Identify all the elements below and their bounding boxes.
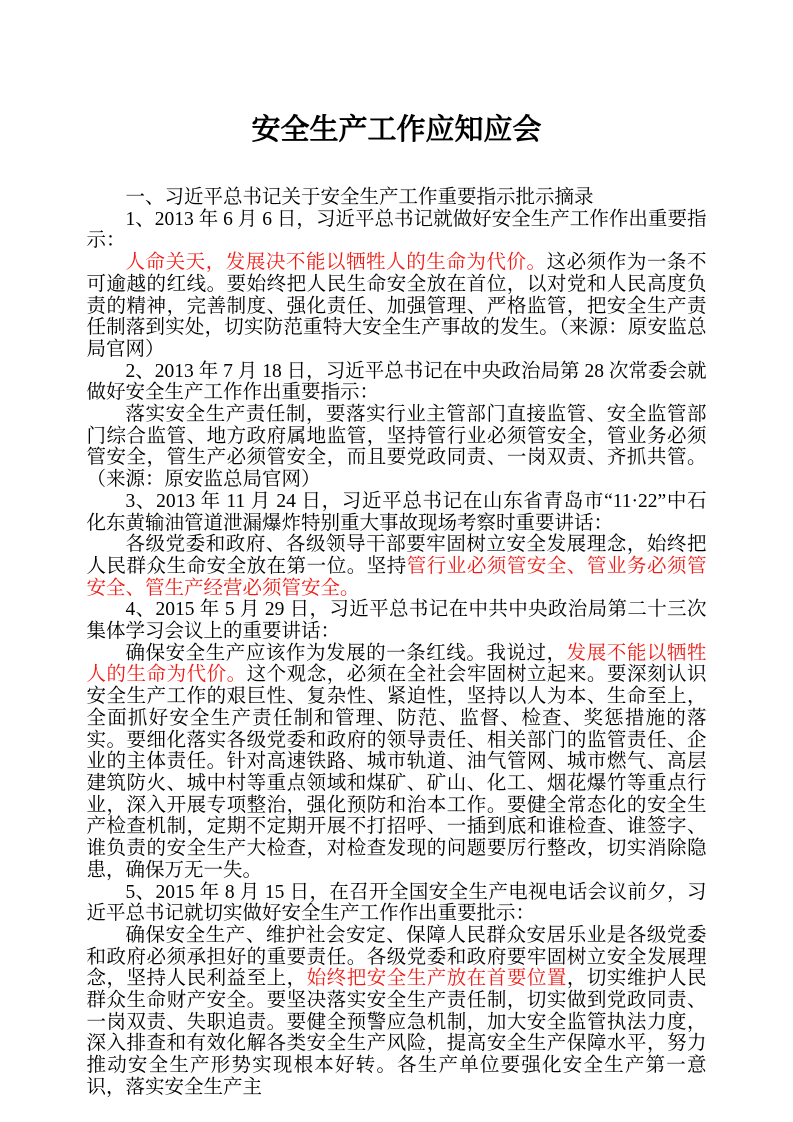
highlighted-text-run: 管行业必须管安全、管业务必须管安全、管生产经营必须管安全。 <box>86 555 707 599</box>
document-title: 安全生产工作应知应会 <box>251 114 542 146</box>
text-run: 各级党委和政府、各级领导干部要牢固树立安全发展理念，始终把人民群众生命安全放在第一位。坚持 <box>86 534 707 577</box>
text-run: 确保安全生产、维护社会安定、保障人民群众安居乐业是各级党委和政府必须承担好的重要责任。各级党委和政府要牢固树立安全发展理念，坚持人民利益至上， <box>86 924 707 990</box>
document-body <box>87 187 707 1099</box>
highlighted-text-run: 始终把安全生产放在首要位置 <box>306 968 567 990</box>
item-2-intro <box>87 361 707 404</box>
text-run: 2、2013 年 7 月 18 日，习近平总书记在中央政治局第 28 次常委会就做好安全生产工作作出重要指示： <box>86 360 707 404</box>
text-run: 落实安全生产责任制，要落实行业主管部门直接监管、安全监管部门综合监管、地方政府属地监管，坚持管行业必须管安全，管业务必须管安全，管生产必须管安全，而且要党政同责、一岗双责、齐抓共管。（来源：原安监总局官网） <box>86 404 707 491</box>
item-4-intro <box>87 599 707 642</box>
item-3-quote <box>87 534 707 599</box>
text-run: 1、2013 年 6 月 6 日，习近平总书记就做好安全生产工作作出重要指示： <box>86 208 707 252</box>
text-run: 确保安全生产应该作为发展的一条红线。我说过， <box>125 642 567 664</box>
text-run: 这必须作为一条不可逾越的红线。要始终把人民生命安全放在首位，以对党和人民高度负责的精神，完善制度、强化责任、加强管理、严格监管，把安全生产责任制落到实处，切实防范重特大安全生产事故的发生。（来源：原安监总局官网） <box>86 252 707 360</box>
text-run: 4、2015 年 5 月 29 日，习近平总书记在中共中央政治局第二十三次集体学习会议上的重要讲话： <box>86 599 707 643</box>
highlighted-text-run: 发展不能以牺牲人的生命为代价。 <box>86 642 707 686</box>
item-4-quote <box>87 643 707 882</box>
text-run: ，切实维护人民群众生命财产安全。要坚决落实安全生产责任制，切实做到党政同责、一岗双责、失职追责。要健全预警应急机制，加大安全监管执法力度，深入排查和有效化解各类安全生产风险，提高安全生产保障水平，努力推动安全生产形势实现根本好转。各生产单位要强化安全生产第一意识，落实安全生产主 <box>86 968 707 1098</box>
item-5-quote <box>87 925 707 1099</box>
item-3-intro <box>87 491 707 534</box>
highlighted-text-run: 人命关天，发展决不能以牺牲人的生命为代价。 <box>125 252 547 274</box>
item-1-quote <box>87 252 707 361</box>
item-5-intro <box>87 882 707 925</box>
text-run: 这个观念，必须在全社会牢固树立起来。要深刻认识安全生产工作的艰巨性、复杂性、紧迫性，坚持以人为本、生命至上，全面抓好安全生产责任制和管理、防范、监督、检查、奖惩措施的落实。要细化落实各级党委和政府的领导责任、相关部门的监管责任、企业的主体责任。针对高速铁路、城市轨道、油气管网、城市燃气、高层建筑防火、城中村等重点领域和煤矿、矿山、化工、烟花爆竹等重点行业，深入开展专项整治，强化预防和治本工作。要健全常态化的安全生产检查机制，定期不定期开展不打招呼、一插到底和谁检查、谁签字、谁负责的安全生产大检查，对检查发现的问题要厉行整改，切实消除隐患，确保万无一失。 <box>86 664 707 881</box>
text-run: 一、习近平总书记关于安全生产工作重要指示批示摘录 <box>125 187 594 208</box>
item-1-intro <box>87 209 707 252</box>
item-2-quote <box>87 404 707 491</box>
text-run: 3、2013 年 11 月 24 日，习近平总书记在山东省青岛市“11·22”中石化东黄输油管道泄漏爆炸特别重大事故现场考察时重要讲话： <box>86 490 707 534</box>
section-heading <box>87 187 707 209</box>
text-run: 5、2015 年 8 月 15 日，在召开全国安全生产电视电话会议前夕，习近平总书记就切实做好安全生产工作作出重要批示： <box>86 881 707 925</box>
